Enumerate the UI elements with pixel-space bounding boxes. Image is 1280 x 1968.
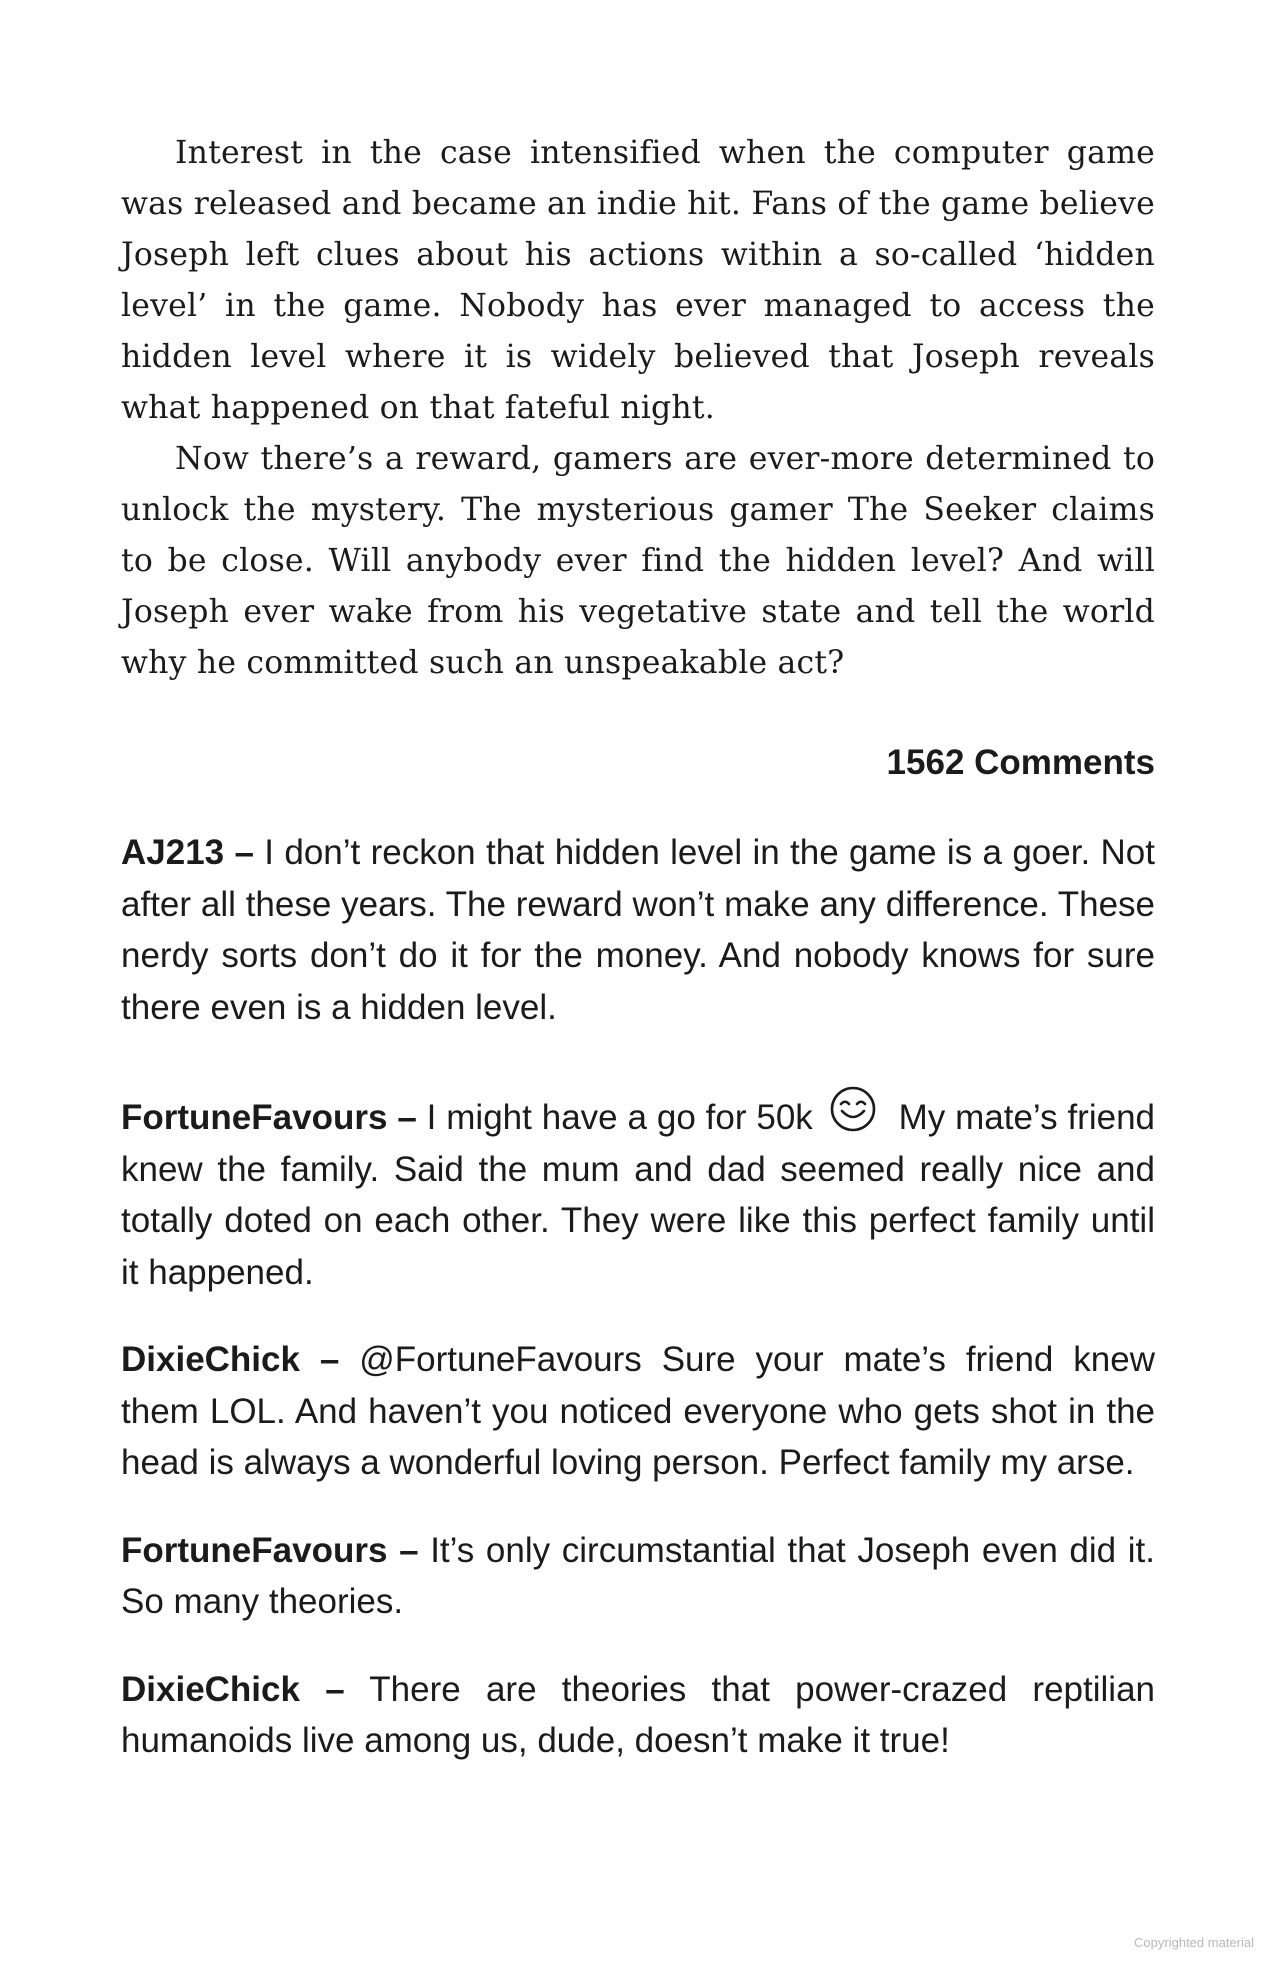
comment-text: There are theories that power-crazed reptilian humanoids live among us, dude, doesn’t make it true! [121, 1669, 1155, 1760]
article-body [121, 128, 1155, 689]
comments-count-heading: 1562 Comments [886, 743, 1155, 782]
comment-text: I don’t reckon that hidden level in the game is a goer. Not after all these years. The reward won’t make any difference. These nerdy sorts don’t do it for the money. And nobody knows for sure there even is a hidden level. [121, 833, 1155, 1027]
comment-text: @FortuneFavours Sure your mate’s friend knew them LOL. And haven’t you noticed everyone who gets shot in the head is always a wonderful loving person. Perfect family my arse. [121, 1340, 1155, 1482]
book-page [121, 128, 1155, 1803]
comment-author: DixieChick [121, 1340, 300, 1379]
comment-author: FortuneFavours [121, 1098, 388, 1137]
comment [121, 1334, 1155, 1489]
article-paragraph: Interest in the case intensified when the computer game was released and became an indie hit. Fans of the game believe Joseph left clues about his actions within a so-called ‘hidden level’ in the game. Nobody has ever managed to access the hidden level where it is widely believed that Joseph reveals what happened on that fateful night. [121, 135, 1155, 426]
comment-text: It’s only circumstantial that Joseph even did it. So many theories. [121, 1530, 1156, 1621]
comment-author: DixieChick [121, 1669, 300, 1709]
comment-separator: – [397, 1098, 417, 1137]
comment-author: AJ213 [121, 833, 225, 872]
comments-list [121, 827, 1155, 1767]
comment-separator: – [319, 1340, 340, 1379]
smiling-face-icon [829, 1085, 877, 1133]
comment-separator: – [399, 1530, 419, 1570]
comment [121, 1525, 1155, 1628]
comment [121, 1085, 1155, 1298]
comment-separator: – [325, 1669, 345, 1709]
copyright-watermark: Copyrighted material [1134, 1935, 1254, 1950]
comment-text: I might have a go for 50k [426, 1098, 813, 1137]
article-paragraph: Now there’s a reward, gamers are ever-more determined to unlock the mystery. The mysterious gamer The Seeker claims to be close. Will anybody ever find the hidden level? And will Joseph ever wake from his vegetative state and tell the world why he committed such an unspeakable act? [121, 441, 1155, 681]
comment-author: FortuneFavours [121, 1530, 388, 1570]
comment-text: My mate’s friend knew the family. Said the mum and dad seemed really nice and totally doted on each other. They were like this perfect family until it happened. [121, 1098, 1156, 1292]
comment [121, 1664, 1155, 1767]
comment [121, 827, 1155, 1033]
comment-separator: – [234, 833, 254, 872]
